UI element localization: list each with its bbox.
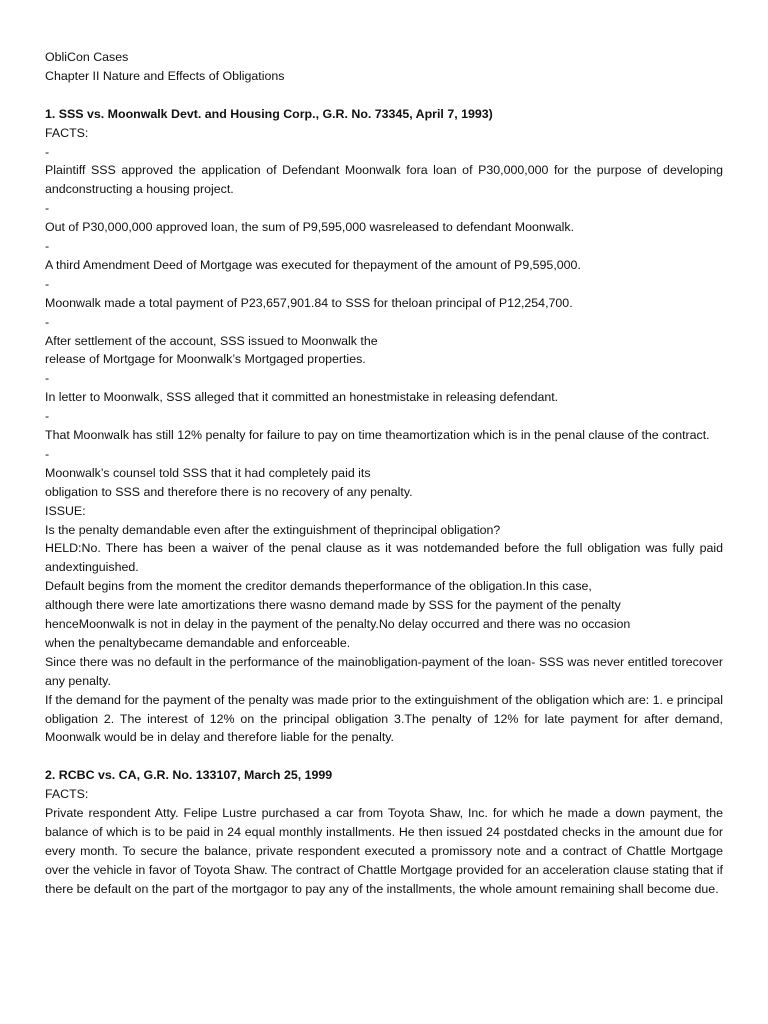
- document-page: [45, 48, 723, 899]
- dash: -: [45, 276, 50, 291]
- dash: -: [45, 446, 50, 461]
- case1-default-line-1: Default begins from the moment the creditor demands theperformance of the obligation.In this case,: [45, 579, 592, 594]
- dash: -: [45, 201, 50, 216]
- case1-facts-label: FACTS:: [45, 125, 89, 140]
- case1-fact-2: Out of P30,000,000 approved loan, the sum of P9,595,000 wasreleased to defendant Moonwalk.: [45, 220, 575, 235]
- case1-fact-5a: After settlement of the account, SSS issued to Moonwalk the: [45, 333, 378, 348]
- case1-since: Since there was no default in the performance of the mainobligation-payment of the loan- SSS was never entitled torecover any penalty.: [45, 654, 723, 688]
- case1-issue-label: ISSUE:: [45, 503, 86, 518]
- dash: -: [45, 239, 50, 254]
- case1-fact-3: A third Amendment Deed of Mortgage was executed for thepayment of the amount of P9,595,000.: [45, 257, 581, 272]
- case1-fact-5b: release of Mortgage for Moonwalk’s Mortgaged properties.: [45, 352, 366, 367]
- spacer: [45, 747, 723, 766]
- dash: -: [45, 314, 50, 329]
- case1-fact-7: That Moonwalk has still 12% penalty for failure to pay on time theamortization which is in the penal clause of the contract.: [45, 428, 710, 442]
- case1-fact-1: Plaintiff SSS approved the application of Defendant Moonwalk fora loan of P30,000,000 for the purpose of developing andconstructing a housing project.: [45, 163, 723, 197]
- case1-default-line-2: although there were late amortizations there wasno demand made by SSS for the payment of the penalty: [45, 598, 621, 613]
- dash: -: [45, 371, 50, 386]
- case1-held: HELD:No. There has been a waiver of the penal clause as it was notdemanded before the full obligation was fully paid andextinguished.: [45, 541, 723, 575]
- case1-fact-8a: Moonwalk’s counsel told SSS that it had completely paid its: [45, 465, 371, 480]
- case1-default-line-3: henceMoonwalk is not in delay in the payment of the penalty.No delay occurred and there was no occasion: [45, 617, 631, 632]
- dash: -: [45, 144, 50, 159]
- spacer: [45, 86, 723, 105]
- case1-if-demand: If the demand for the payment of the penalty was made prior to the extinguishment of the obligation which are: 1. e principal obligation 2. The interest of 12% on the principal obligation 3.The penalty of 12% for late payment for after demand, Moonwalk would be in delay and therefore liable for the penalty.: [45, 692, 723, 745]
- case1-default-line-4: when the penaltybecame demandable and enforceable.: [45, 635, 351, 650]
- case2-facts: Private respondent Atty. Felipe Lustre purchased a car from Toyota Shaw, Inc. for which he made a down payment, the balance of which is to be paid in 24 equal monthly installments. He then issued 24 postdated checks in the amount due for every month. To secure the balance, private respondent executed a promissory note and a contract of Chattle Mortgage over the vehicle in favor of Toyota Shaw. The contract of Chattle Mortgage provided for an acceleration clause stating that if there be default on the part of the mortgagor to pay any of the installments, the whole amount remaining shall become due.: [45, 806, 723, 896]
- case1-fact-6: In letter to Moonwalk, SSS alleged that it committed an honestmistake in releasing defendant.: [45, 390, 559, 405]
- case1-fact-8b: obligation to SSS and therefore there is no recovery of any penalty.: [45, 484, 413, 499]
- doc-title: ObliCon Cases: [45, 50, 129, 64]
- case2-facts-label: FACTS:: [45, 787, 89, 802]
- chapter-title: Chapter II Nature and Effects of Obligations: [45, 68, 285, 83]
- case1-fact-4: Moonwalk made a total payment of P23,657,901.84 to SSS for theloan principal of P12,254,700.: [45, 295, 573, 310]
- case2-title: 2. RCBC vs. CA, G.R. No. 133107, March 25, 1999: [45, 768, 333, 783]
- case1-title: 1. SSS vs. Moonwalk Devt. and Housing Corp., G.R. No. 73345, April 7, 1993): [45, 106, 493, 121]
- dash: -: [45, 409, 50, 424]
- case1-issue: Is the penalty demandable even after the extinguishment of theprincipal obligation?: [45, 522, 501, 537]
